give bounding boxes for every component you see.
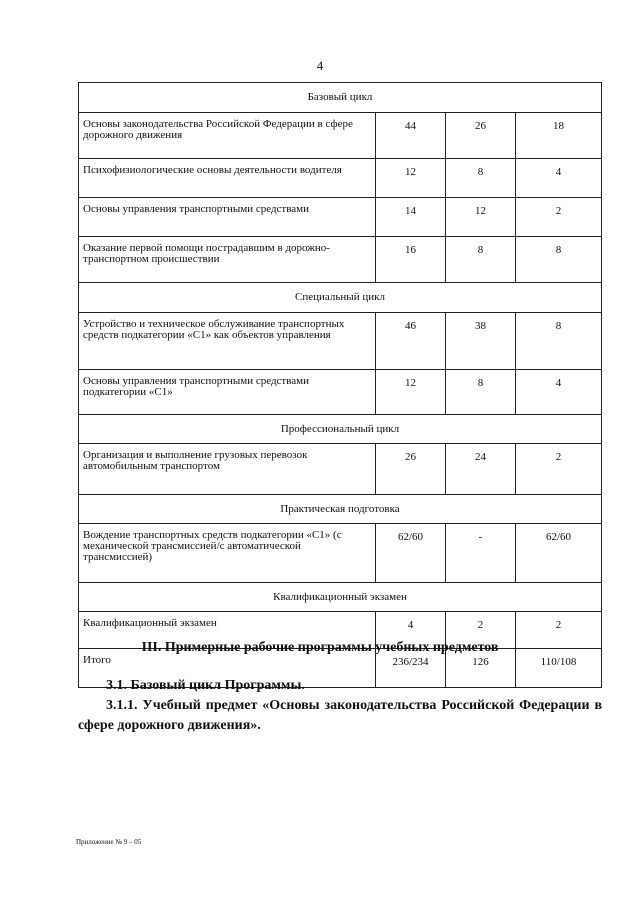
table-row — [79, 524, 602, 583]
subject-name: Устройство и техническое обслуживание транспортных средств подкатегории «C1» как объектов управления — [79, 313, 376, 370]
hours-total: 44 — [376, 113, 446, 159]
hours-practice: 8 — [516, 237, 602, 283]
hours-theory: 26 — [446, 113, 516, 159]
subsection-title: 3.1. Базовый цикл Программы. — [106, 678, 305, 693]
table-row — [79, 444, 602, 495]
subject-name: Вождение транспортных средств подкатегории «C1» (с механической трансмиссией/с автоматической трансмиссией) — [79, 524, 376, 583]
hours-total: 46 — [376, 313, 446, 370]
hours-practice: 62/60 — [516, 524, 602, 583]
subject-name: Основы законодательства Российской Федерации в сфере дорожного движения — [79, 113, 376, 159]
total-theory: 126 — [446, 649, 516, 688]
subject-name: Основы управления транспортными средствами подкатегории «C1» — [79, 370, 376, 415]
table-row — [79, 370, 602, 415]
subject-name: Организация и выполнение грузовых перевозок автомобильным транспортом — [79, 444, 376, 495]
section-row — [79, 83, 602, 113]
table-row — [79, 313, 602, 370]
subsubsection-title: 3.1.1. Учебный предмет «Основы законодательства Российской Федерации в сфере дорожного движения». — [78, 698, 602, 733]
footer-note: Приложение № 9 – 05 — [76, 838, 142, 846]
hours-theory: 8 — [446, 159, 516, 198]
hours-total: 14 — [376, 198, 446, 237]
hours-total: 62/60 — [376, 524, 446, 583]
hours-practice: 4 — [516, 370, 602, 415]
section-row — [79, 283, 602, 313]
hours-theory: - — [446, 524, 516, 583]
section-title: Базовый цикл — [79, 83, 602, 113]
section-title: Профессиональный цикл — [79, 415, 602, 444]
hours-practice: 4 — [516, 159, 602, 198]
section-title: Практическая подготовка — [79, 495, 602, 524]
hours-theory: 24 — [446, 444, 516, 495]
section-row — [79, 495, 602, 524]
hours-total: 16 — [376, 237, 446, 283]
hours-total: 26 — [376, 444, 446, 495]
hours-practice: 8 — [516, 313, 602, 370]
subject-name: Оказание первой помощи пострадавшим в дорожно-транспортном происшествии — [79, 237, 376, 283]
total-label: Итого — [79, 649, 376, 688]
hours-total: 12 — [376, 370, 446, 415]
hours-practice: 2 — [516, 198, 602, 237]
section-row — [79, 583, 602, 612]
hours-theory: 2 — [446, 612, 516, 649]
subject-name: Квалификационный экзамен — [79, 612, 376, 649]
total-practice: 110/108 — [516, 649, 602, 688]
table-row — [79, 159, 602, 198]
hours-total: 12 — [376, 159, 446, 198]
table-row — [79, 113, 602, 159]
hours-theory: 12 — [446, 198, 516, 237]
subject-name: Психофизиологические основы деятельности водителя — [79, 159, 376, 198]
subject-name: Основы управления транспортными средствами — [79, 198, 376, 237]
hours-theory: 38 — [446, 313, 516, 370]
total-hours: 236/234 — [376, 649, 446, 688]
section-heading: III. Примерные рабочие программы учебных предметов — [141, 640, 499, 655]
table-row — [79, 237, 602, 283]
table-row — [79, 198, 602, 237]
page-number: 4 — [316, 58, 324, 73]
section-title: Квалификационный экзамен — [79, 583, 602, 612]
section-title: Специальный цикл — [79, 283, 602, 313]
hours-practice: 2 — [516, 612, 602, 649]
hours-theory: 8 — [446, 237, 516, 283]
hours-practice: 18 — [516, 113, 602, 159]
section-row — [79, 415, 602, 444]
hours-practice: 2 — [516, 444, 602, 495]
curriculum-table — [78, 82, 602, 688]
hours-total: 4 — [376, 612, 446, 649]
hours-theory: 8 — [446, 370, 516, 415]
